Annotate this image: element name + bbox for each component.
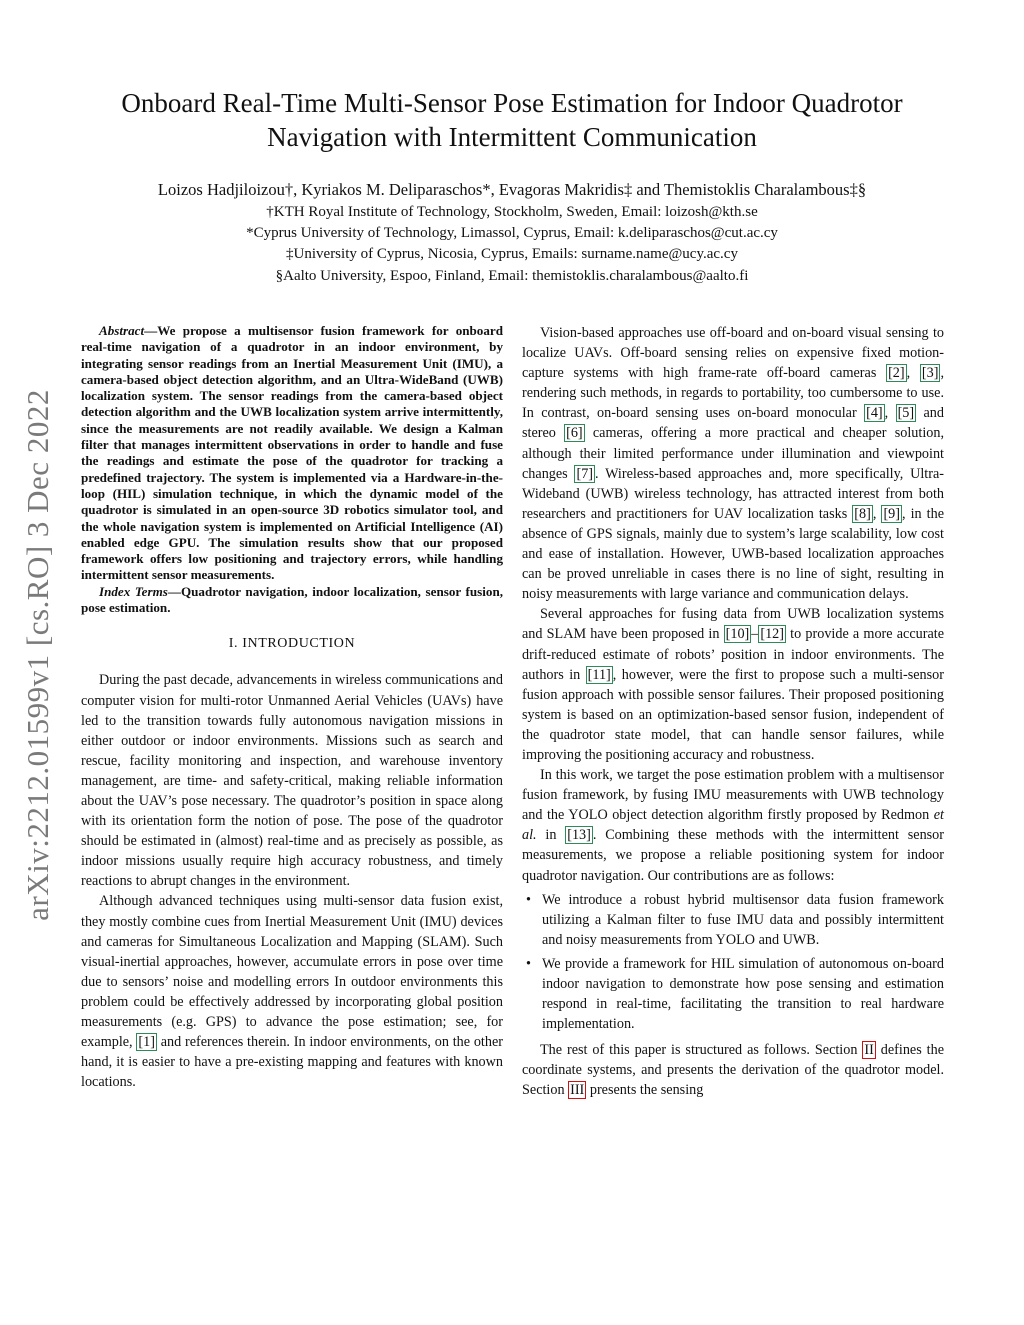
contribution-1: We introduce a robust hybrid multisensor data fusion framework utilizing a Kalman filter to fuse IMU data and possibly intermittent and noisy measurements from YOLO and UWB.: [542, 891, 944, 948]
section-link-3[interactable]: III: [570, 1082, 585, 1099]
author-list: Loizos Hadjiloizou†, Kyriakos M. Deliparaschos*, Evagoras Makridis‡ and Themistoklis Charalambous‡§: [157, 180, 867, 199]
rp1-c: , rendering such methods, in regards to portability, too cumbersome to use. In contrast, on-board sensing uses on-board monocular: [522, 365, 944, 422]
citation-link-6[interactable]: [6]: [566, 425, 583, 442]
section-heading-introduction: I. INTRODUCTION: [228, 636, 356, 652]
rp1-a: Vision-based approaches use off-board and on-board visual sensing to localize UAVs. Off-board sensing relies on expensive fixed motion-capture systems with high frame-rate off-board cameras: [522, 325, 944, 382]
contribution-2: We provide a framework for HIL simulation of autonomous on-board indoor navigation to demonstrate how pose sensing and estimation respond in real-time, facilitating the transition to real hardware implementation.: [542, 955, 944, 1033]
rp1-e: and stereo: [522, 405, 944, 442]
arxiv-stamp-text: arXiv:2212.01599v1 [cs.RO] 3 Dec 2022: [20, 389, 56, 921]
rp1-f: cameras, offering a more practical and cheaper solution, although their limited performance under illumination and viewpoint changes: [522, 425, 944, 482]
rp2-d: , however, were the first to propose such a multi-sensor fusion approach with possible sensor failures. Their proposed positioning system is based on an optimization-based sensor fusion, independent of the quadrotor state model, that can handle sensor failures, while improving the positioning accuracy and robustness.: [522, 666, 944, 763]
title-line-2: Navigation with Intermittent Communication: [267, 122, 757, 152]
right-column: [522, 323, 944, 1101]
abstract: [81, 323, 503, 584]
right-paragraph-2: [522, 604, 944, 765]
right-paragraph-4: [522, 1040, 944, 1100]
intro-paragraph-1: During the past decade, advancements in wireless communications and computer vision for multi-rotor Unmanned Aerial Vehicles (UAVs) have led to the transition towards fully autonomous navigation missions in either outdoor or indoor environments. Missions such as search and rescue, facility monitoring and inspection, and warehouse inventory management, are time- and safety-critical, making reliable information about the UAV’s pose necessary. The quadrotor’s position in space along with its orientation form the notion of pose. The pose of the quadrotor should be estimated in (almost) real-time and as precisely as possible, as indoor missions usually require high accuracy robustness, and timely reactions to abrupt changes in the environment.: [81, 672, 503, 890]
contribution-list: [522, 890, 944, 1035]
rp4-b: defines the coordinate systems, and presents the derivation of the quadrotor model. Section: [522, 1042, 944, 1099]
citation-link-9[interactable]: [9]: [883, 505, 900, 522]
section-link-2[interactable]: II: [864, 1042, 874, 1059]
citation-link-3[interactable]: [3]: [921, 365, 939, 382]
citation-link-11[interactable]: [11]: [587, 666, 611, 683]
right-paragraph-1: [522, 323, 944, 604]
affiliations: [80, 202, 944, 287]
paper-title: [80, 86, 944, 154]
index-terms-text: —Quadrotor navigation, indoor localization, sensor fusion, pose estimation.: [81, 583, 503, 616]
rp3-c: . Combining these methods with the intermittent sensor measurements, we propose a reliable positioning system for indoor quadrotor navigation. Our contributions are as follows:: [522, 827, 945, 884]
left-column: [81, 323, 503, 1092]
affiliation-kth: †KTH Royal Institute of Technology, Stockholm, Sweden, Email: loizosh@kth.se: [266, 204, 758, 220]
citation-link-12[interactable]: [12]: [760, 626, 784, 643]
rp4-c: presents the sensing: [586, 1082, 704, 1099]
rp1-h: ,: [872, 505, 882, 522]
rp3-etal: et al.: [522, 807, 944, 844]
citation-link-4[interactable]: [4]: [866, 405, 883, 422]
rp4-a: The rest of this paper is structured as follows. Section: [540, 1042, 863, 1059]
citation-link-10[interactable]: [10]: [725, 626, 750, 643]
abstract-label: Abstract: [99, 323, 145, 338]
rp1-d: ,: [884, 405, 896, 422]
rp1-g: . Wireless-based approaches and, more specifically, Ultra-Wideband (UWB) wireless technology, has attracted interest from both researchers and practitioners for UAV localization tasks: [522, 465, 944, 522]
intro-paragraph-2: [81, 891, 503, 1092]
index-terms-label: Index Terms: [99, 583, 168, 599]
abstract-text: —We propose a multisensor fusion framework for onboard real-time navigation of a quadrotor in an indoor environment, by integrating sensor readings from an Inertial Measurement Unit (IMU), a camera-based object detection algorithm, and an Ultra-WideBand (UWB) localization system. The sensor readings from the camera-based object detection algorithm and the UWB localization system arrive intermittently, since the measurements are not readily available. We design a Kalman filter that manages intermittent observations in order to handle and fuse the readings and estimate the pose of the quadrotor for tracking a predefined trajectory. The system is implemented via a Hardware-in-the-loop (HIL) simulation technique, in which the dynamic model of the quadrotor is simulated in an open-source 3D robotics simulator tool, and the whole navigation system is implemented on Artificial Intelligence (AI) enabled edge GPU. The simulation results show that our proposed framework offers low positioning and trajectory errors, while handling intermittent sensor measurements.: [81, 323, 503, 583]
list-item: [526, 890, 944, 950]
rp2-a: Several approaches for fusing data from UWB localization systems and SLAM have been proposed in: [522, 606, 944, 643]
rp3-a: In this work, we target the pose estimation problem with a multisensor fusion framework, by fusing IMU measurements with UWB technology and the YOLO object detection algorithm firstly proposed by Redmon: [522, 767, 944, 824]
citation-link-2[interactable]: [2]: [888, 365, 905, 382]
rp1-i: , in the absence of GPS signals, mainly due to system’s large scalability, low cost and ease of installation. However, UWB-based localization approaches can be proved unreliable in cases there is no line of sight, resulting in noisy measurements with large variance and communication delays.: [522, 505, 945, 603]
affiliation-ucy: ‡University of Cyprus, Nicosia, Cyprus, Emails: surname.name@ucy.ac.cy: [286, 246, 738, 263]
bullet-icon: •: [526, 955, 531, 972]
citation-link-7[interactable]: [7]: [576, 465, 594, 482]
index-terms: [81, 584, 503, 617]
title-line-1: Onboard Real-Time Multi-Sensor Pose Estimation for Indoor Quadrotor: [121, 88, 903, 118]
list-item: [526, 954, 944, 1034]
arxiv-stamp: [16, 355, 60, 955]
rp3-b: in: [536, 827, 566, 844]
intro-p2-text-b: and references therein. In indoor environments, on the other hand, it is easier to have a pre-existing mapping and features with known locations.: [81, 1034, 503, 1091]
rp2-c: to provide a more accurate drift-reduced estimate of robots’ position in indoor environments. The authors in: [522, 626, 944, 683]
intro-p2-text-a: Although advanced techniques using multi-sensor data fusion exist, they mostly combine cues from Inertial Measurement Unit (IMU) devices and cameras for Simultaneous Localization and Mapping (SLAM). Such visual-inertial approaches, however, accumulate errors in pose over time due to sensors’ noise and modelling errors In outdoor environments this problem could be effectively addressed by incorporating global position measurements (e.g. GPS) to advance the pose estimation; see, for example,: [81, 893, 503, 1051]
citation-link-8[interactable]: [8]: [854, 505, 871, 522]
citation-link-1[interactable]: [1]: [138, 1034, 155, 1051]
affiliation-aalto: §Aalto University, Espoo, Finland, Email: themistoklis.charalambous@aalto.fi: [275, 267, 749, 284]
rp2-b: –: [751, 626, 759, 643]
citation-link-5[interactable]: [5]: [897, 405, 915, 422]
citation-link-13[interactable]: [13]: [567, 827, 591, 844]
rp1-b: ,: [906, 365, 920, 382]
bullet-icon: •: [526, 891, 531, 908]
right-paragraph-3: [522, 765, 944, 886]
affiliation-cut: *Cyprus University of Technology, Limassol, Cyprus, Email: k.deliparaschos@cut.ac.cy: [246, 225, 778, 242]
